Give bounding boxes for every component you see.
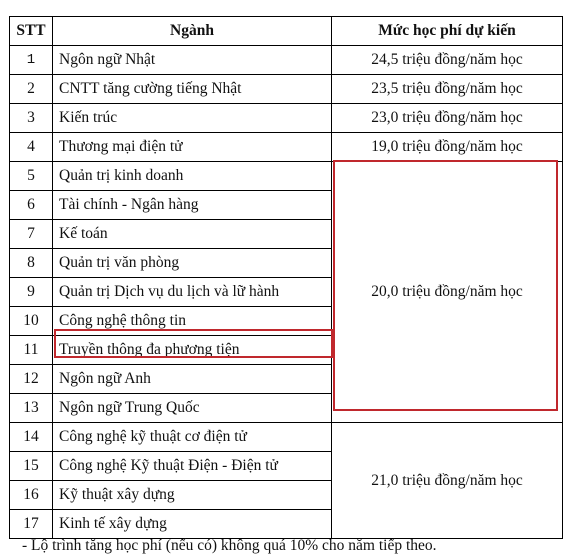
row-major-highlighted: Truyền thông đa phương tiện: [53, 336, 332, 365]
row-fee: 24,5 triệu đồng/năm học: [332, 46, 563, 75]
row-major: Quản trị Dịch vụ du lịch và lữ hành: [53, 278, 332, 307]
row-stt: 10: [10, 307, 53, 336]
row-major: Công nghệ kỹ thuật cơ điện tử: [53, 423, 332, 452]
table-row: [10, 133, 563, 162]
row-fee: 23,0 triệu đồng/năm học: [332, 104, 563, 133]
row-major: Kiến trúc: [53, 104, 332, 133]
header-stt: STT: [10, 17, 53, 46]
tuition-table: [9, 16, 563, 539]
row-stt: 2: [10, 75, 53, 104]
row-stt: 11: [10, 336, 53, 365]
row-stt: 8: [10, 249, 53, 278]
row-stt: 6: [10, 191, 53, 220]
table-row: [10, 46, 563, 75]
row-major: Quản trị kinh doanh: [53, 162, 332, 191]
row-stt: 13: [10, 394, 53, 423]
row-major: Ngôn ngữ Nhật: [53, 46, 332, 75]
table-row: [10, 162, 563, 191]
header-fee: Mức học phí dự kiến: [332, 17, 563, 46]
group-fee-cell: 21,0 triệu đồng/năm học: [332, 423, 563, 539]
row-major: Quản trị văn phòng: [53, 249, 332, 278]
row-stt: 3: [10, 104, 53, 133]
row-stt: 5: [10, 162, 53, 191]
row-major: Kỹ thuật xây dựng: [53, 481, 332, 510]
row-major: Thương mại điện tử: [53, 133, 332, 162]
row-major: CNTT tăng cường tiếng Nhật: [53, 75, 332, 104]
row-major: Tài chính - Ngân hàng: [53, 191, 332, 220]
row-major: Kinh tế xây dựng: [53, 510, 332, 539]
header-nganh: Ngành: [53, 17, 332, 46]
row-stt: 9: [10, 278, 53, 307]
footnote: - Lộ trình tăng học phí (nếu có) không quá 10% cho năm tiếp theo.: [22, 537, 437, 554]
row-fee: 23,5 triệu đồng/năm học: [332, 75, 563, 104]
row-major: Kế toán: [53, 220, 332, 249]
row-major: Công nghệ Kỹ thuật Điện - Điện tử: [53, 452, 332, 481]
table-header-row: [10, 17, 563, 46]
row-stt: 4: [10, 133, 53, 162]
row-stt: 7: [10, 220, 53, 249]
row-stt: 12: [10, 365, 53, 394]
row-stt: 16: [10, 481, 53, 510]
row-stt: 14: [10, 423, 53, 452]
row-stt: 1: [10, 46, 53, 75]
row-major: Ngôn ngữ Trung Quốc: [53, 394, 332, 423]
row-major: Ngôn ngữ Anh: [53, 365, 332, 394]
table-row: [10, 104, 563, 133]
group-fee-cell: 20,0 triệu đồng/năm học: [332, 162, 563, 423]
row-major: Công nghệ thông tin: [53, 307, 332, 336]
row-stt: 17: [10, 510, 53, 539]
table-row: [10, 423, 563, 452]
table-row: [10, 75, 563, 104]
row-fee: 19,0 triệu đồng/năm học: [332, 133, 563, 162]
row-stt: 15: [10, 452, 53, 481]
